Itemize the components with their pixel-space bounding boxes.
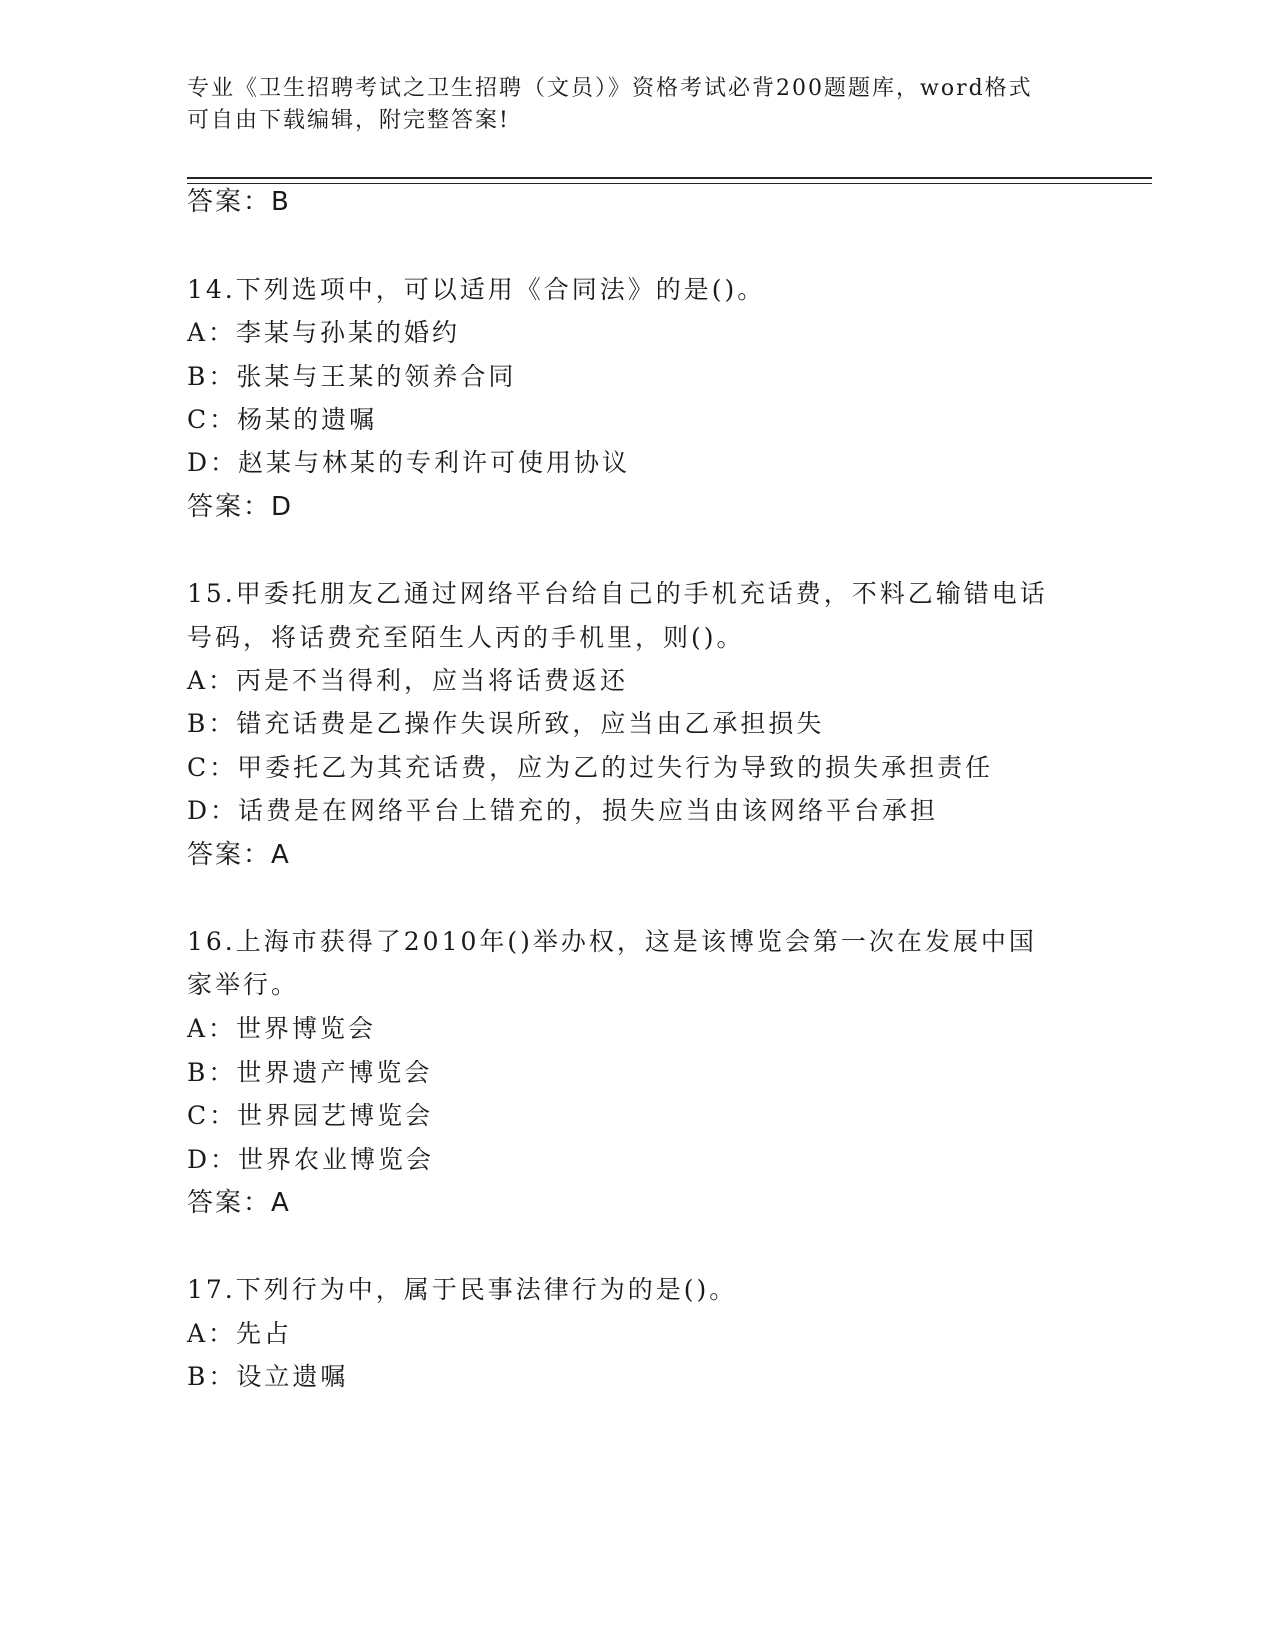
header-rule-thin	[187, 183, 1152, 184]
header-rule-thick	[187, 177, 1152, 179]
q14-answer: 答案：D	[187, 492, 294, 522]
q16-option-c: C：世界园艺博览会	[187, 1101, 434, 1130]
q15-option-c: C：甲委托乙为其充话费，应为乙的过失行为导致的损失承担责任	[187, 753, 994, 782]
q14-stem: 14.下列选项中，可以适用《合同法》的是()。	[187, 275, 766, 304]
q17-stem: 17.下列行为中，属于民事法律行为的是()。	[187, 1275, 738, 1304]
q16-option-d: D：世界农业博览会	[187, 1145, 435, 1174]
q17-option-a: A：先占	[187, 1319, 293, 1348]
q14-option-c: C：杨某的遗嘱	[187, 405, 378, 434]
q14-option-b: B：张某与王某的领养合同	[187, 362, 517, 391]
q16-option-b: B：世界遗产博览会	[187, 1058, 433, 1087]
q16-stem-line-1: 16.上海市获得了2010年()举办权，这是该博览会第一次在发展中国	[187, 927, 1037, 956]
q15-option-b: B：错充话费是乙操作失误所致，应当由乙承担损失	[187, 709, 825, 738]
q15-answer: 答案：A	[187, 840, 291, 870]
q14-option-a: A：李某与孙某的婚约	[187, 318, 461, 347]
q16-option-a: A：世界博览会	[187, 1014, 377, 1043]
answer-prev: 答案：B	[187, 187, 291, 217]
q17-option-b: B：设立遗嘱	[187, 1362, 349, 1391]
q14-option-d: D：赵某与林某的专利许可使用协议	[187, 448, 631, 477]
header-title-line-1: 专业《卫生招聘考试之卫生招聘（文员）》资格考试必背200题题库，word格式	[187, 76, 1033, 101]
q15-stem-line-2: 号码，将话费充至陌生人丙的手机里，则()。	[187, 623, 745, 652]
q16-stem-line-2: 家举行。	[187, 970, 300, 999]
document-header	[187, 73, 1067, 137]
q15-option-d: D：话费是在网络平台上错充的，损失应当由该网络平台承担	[187, 796, 939, 825]
q16-answer: 答案：A	[187, 1188, 291, 1218]
header-title-line-2: 可自由下载编辑，附完整答案!	[187, 108, 510, 133]
q15-option-a: A：丙是不当得利，应当将话费返还	[187, 666, 629, 695]
q15-stem-line-1: 15.甲委托朋友乙通过网络平台给自己的手机充话费，不料乙输错电话	[187, 579, 1048, 608]
